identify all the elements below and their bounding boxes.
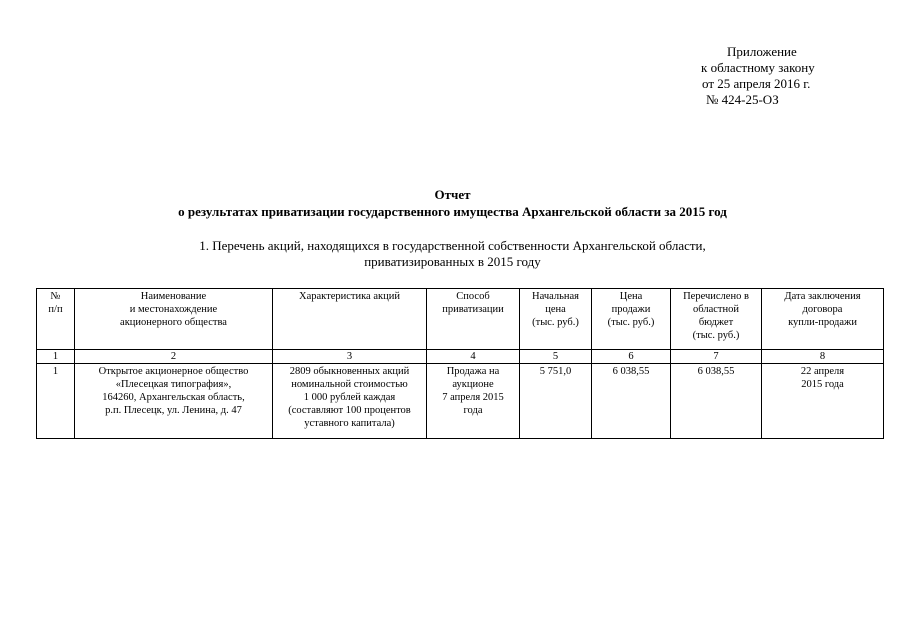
column-number: 7 (671, 350, 762, 364)
header-line: купли-продажи (788, 317, 857, 328)
header-line: приватизации (442, 304, 504, 315)
column-number: 1 (37, 350, 75, 364)
header-line: и местонахождение (129, 304, 218, 315)
cell-line: уставного капитала) (304, 418, 395, 429)
header-line: п/п (48, 304, 63, 315)
report-title-line2: о результатах приватизации государственного имущества Архангельской области за 2015 год (178, 204, 727, 219)
cell-line: Открытое акционерное общество (98, 366, 249, 377)
cell-line: Продажа на (446, 366, 500, 377)
cell-line: аукционе (452, 379, 494, 390)
header-transferred-to-budget (671, 289, 762, 350)
appendix-block (690, 44, 815, 108)
cell-line: 1 (52, 366, 59, 377)
header-line: (тыс. руб.) (692, 330, 740, 341)
header-line: Наименование (140, 291, 207, 302)
header-share-characteristics (273, 289, 427, 350)
cell-num (37, 364, 75, 439)
header-line: Характеристика акций (299, 291, 400, 302)
cell-line: 6 038,55 (697, 366, 735, 377)
report-title-line1: Отчет (434, 187, 471, 202)
cell-line: 2809 обыкновенных акций (289, 366, 410, 377)
header-line: Перечислено в (683, 291, 749, 302)
cell-line: 2015 года (801, 379, 844, 390)
cell-line: номинальной стоимостью (291, 379, 408, 390)
header-line: (тыс. руб.) (532, 317, 579, 328)
header-num (37, 289, 75, 350)
header-line: цена (545, 304, 566, 315)
cell-name-location (75, 364, 273, 439)
header-initial-price (520, 289, 592, 350)
cell-line: 5 751,0 (539, 366, 572, 377)
header-sale-price (592, 289, 671, 350)
cell-line: 7 апреля 2015 (442, 392, 504, 403)
appendix-label: Приложение (727, 44, 797, 59)
column-number: 4 (427, 350, 520, 364)
header-line: продажи (611, 304, 651, 315)
cell-line: р.п. Плесецк, ул. Ленина, д. 47 (105, 405, 242, 416)
cell-line: 6 038,55 (612, 366, 650, 377)
header-line: Дата заключения (784, 291, 861, 302)
cell-sale-price (592, 364, 671, 439)
column-number: 2 (75, 350, 273, 364)
cell-share-characteristics (273, 364, 427, 439)
header-line: Способ (456, 291, 490, 302)
cell-contract-date (762, 364, 884, 439)
header-contract-date (762, 289, 884, 350)
column-number: 6 (592, 350, 671, 364)
header-line: акционерного общества (120, 317, 227, 328)
header-name-location (75, 289, 273, 350)
header-line: договора (802, 304, 843, 315)
header-line: (тыс. руб.) (607, 317, 655, 328)
column-number-row (37, 350, 884, 364)
report-subtitle-line2: приватизированных в 2015 году (364, 254, 541, 269)
column-number: 8 (762, 350, 884, 364)
column-number: 5 (520, 350, 592, 364)
cell-initial-price (520, 364, 592, 439)
column-number: 3 (273, 350, 427, 364)
cell-line: (составляют 100 процентов (288, 405, 411, 416)
header-line: Начальная (532, 291, 579, 302)
cell-line: «Плесецкая типография», (115, 379, 232, 390)
cell-line: 1 000 рублей каждая (303, 392, 396, 403)
cell-privatization-method (427, 364, 520, 439)
header-line: № (50, 291, 61, 302)
table-header-row (37, 289, 884, 350)
cell-line: года (463, 405, 483, 416)
report-subtitle-line1: 1. Перечень акций, находящихся в государственной собственности Архангельской области, (199, 238, 706, 253)
cell-line: 164260, Архангельская область, (102, 392, 245, 403)
cell-transferred-to-budget (671, 364, 762, 439)
cell-line: 22 апреля (800, 366, 845, 377)
appendix-number: № 424-25-ОЗ (706, 92, 779, 107)
report-subtitle (0, 238, 905, 270)
appendix-law-ref: к областному закону (701, 60, 815, 75)
report-title (0, 186, 905, 220)
privatization-table (36, 288, 884, 439)
header-privatization-method (427, 289, 520, 350)
header-line: областной (693, 304, 739, 315)
header-line: бюджет (698, 317, 734, 328)
table-row (37, 364, 884, 439)
header-line: Цена (619, 291, 643, 302)
appendix-date: от 25 апреля 2016 г. (702, 76, 811, 91)
